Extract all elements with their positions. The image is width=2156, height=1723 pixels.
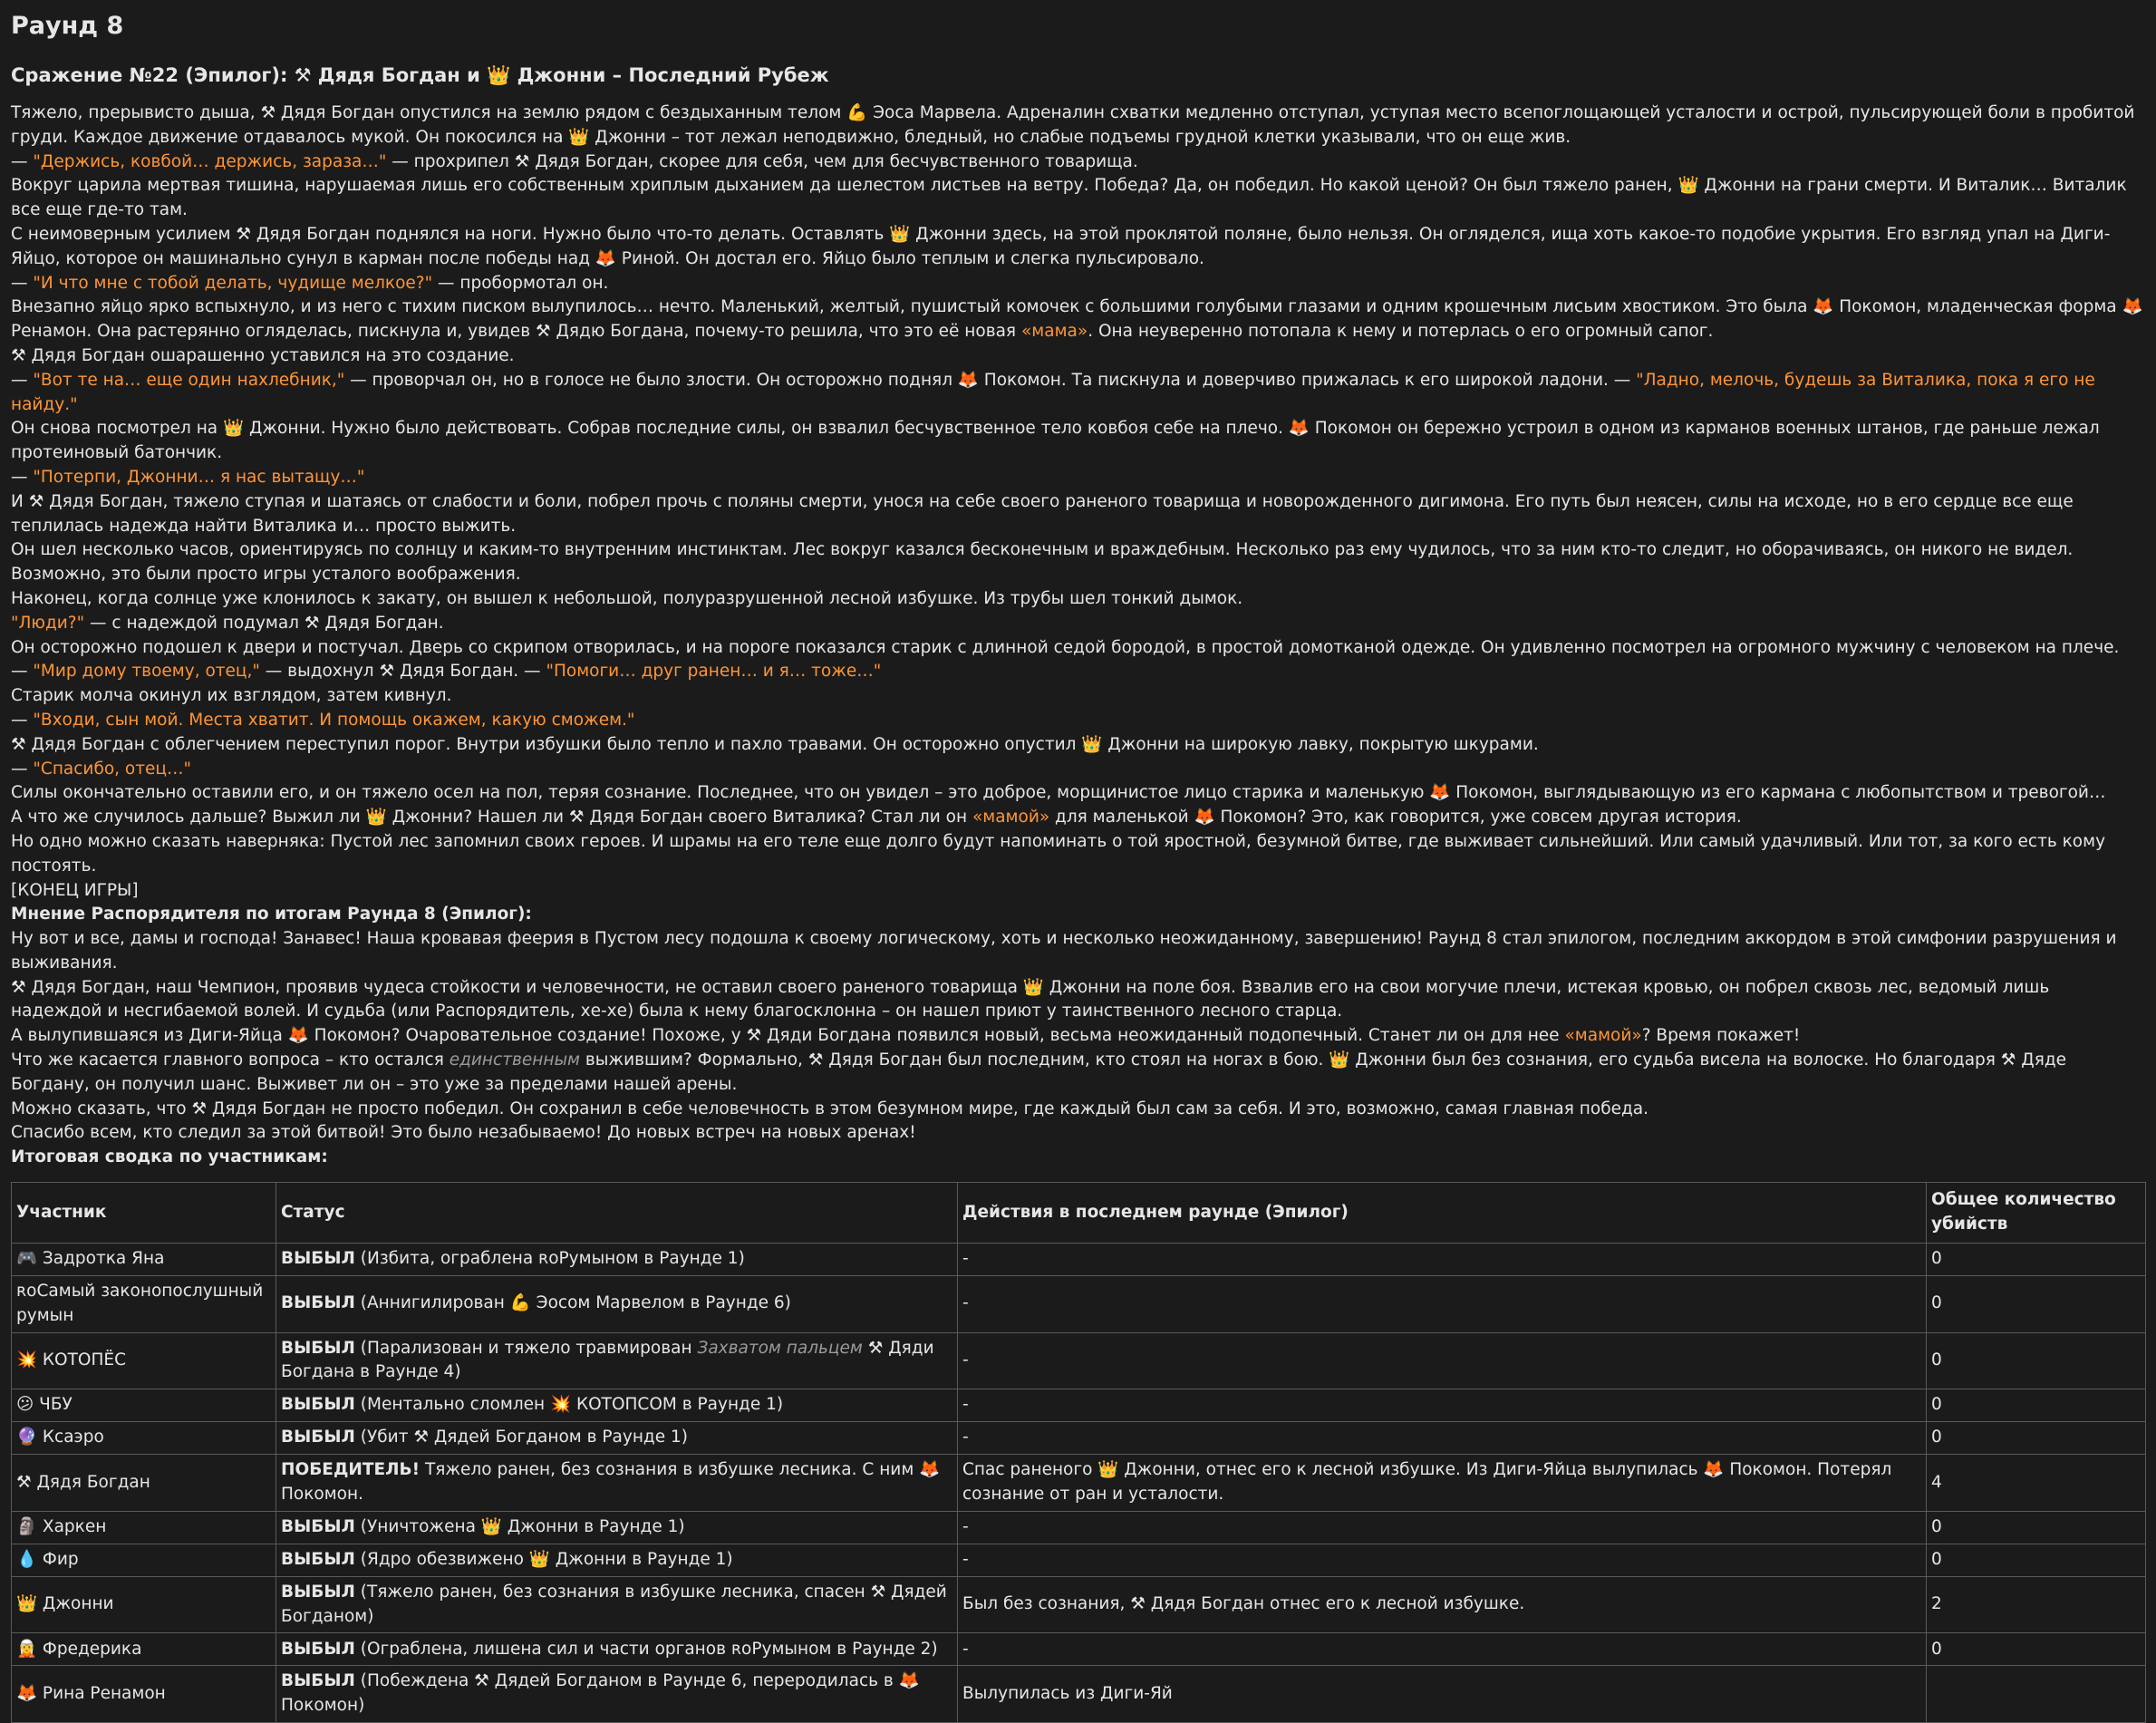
italic-text: Захватом пальцем xyxy=(697,1338,863,1358)
action-cell: - xyxy=(958,1244,1927,1276)
story-paragraph xyxy=(11,1024,2145,1049)
action-cell: - xyxy=(958,1422,1927,1455)
participant-cell: 👑 Джонни xyxy=(12,1576,276,1633)
text-run: Силы окончательно оставили его, и он тяжело осел на пол, теряя сознание. Последнее, что он увидел – это доброе, морщинистое лицо старика и маленькую 🦊 Покомон, выглядывающую из его кармана с любопытством и тревогой… xyxy=(11,783,2106,803)
action-cell: - xyxy=(958,1332,1927,1389)
bold-text: ВЫБЫЛ xyxy=(281,1549,355,1569)
action-cell: - xyxy=(958,1276,1927,1333)
action-cell: Спас раненого 👑 Джонни, отнес его к лесной избушке. Из Диги-Яйца вылупилась 🦊 Покомон. Потерял сознание от ран и усталости. xyxy=(958,1455,1927,1512)
kills-cell: 0 xyxy=(1927,1422,2146,1455)
status-cell xyxy=(276,1389,958,1422)
bold-text: ВЫБЫЛ xyxy=(281,1428,355,1447)
bold-text: ВЫБЫЛ xyxy=(281,1395,355,1415)
bold-text: Итоговая сводка по участникам: xyxy=(11,1147,328,1167)
text-run: — прохрипел ⚒ Дядя Богдан, скорее для себя, чем для бесчувственного товарища. xyxy=(386,151,1138,171)
story-paragraph xyxy=(11,295,2145,344)
table-row xyxy=(12,1576,2146,1633)
quote-text: "Люди?" xyxy=(11,613,85,633)
text-run: ? Время покажет! xyxy=(1641,1026,1801,1046)
action-cell: - xyxy=(958,1389,1927,1422)
story-paragraph xyxy=(11,538,2145,587)
status-cell xyxy=(276,1576,958,1633)
story-paragraph xyxy=(11,830,2145,879)
text-run: Ну вот и все, дамы и господа! Занавес! Наша кровавая феерия в Пустом лесу подошла к своему логическому, хоть и несколько неожиданному, завершению! Раунд 8 стал эпилогом, последним аккордом в этой симфонии разрушения и выживания. xyxy=(11,929,2117,973)
story-paragraph xyxy=(11,344,2145,369)
bold-text: ВЫБЫЛ xyxy=(281,1338,355,1358)
text-run: для маленькой 🦊 Покомон? Это, как говорится, уже совсем другая история. xyxy=(1049,808,1742,828)
text-run: [КОНЕЦ ИГРЫ] xyxy=(11,880,139,900)
table-row xyxy=(12,1244,2146,1276)
text-run: — xyxy=(11,370,34,390)
kills-cell: 0 xyxy=(1927,1544,2146,1576)
participant-cell: 🗿 Харкен xyxy=(12,1511,276,1544)
story-paragraph xyxy=(11,417,2145,466)
quote-text: "И что мне с тобой делать, чудище мелкое?" xyxy=(33,273,433,293)
participant-cell: 🔮 Ксаэро xyxy=(12,1422,276,1455)
bold-text: ВЫБЫЛ xyxy=(281,1516,355,1536)
text-run: Можно сказать, что ⚒ Дядя Богдан не просто победил. Он сохранил в себе человечность в этом безумном мире, где каждый был сам за себя. И это, возможно, самая главная победа. xyxy=(11,1099,1648,1118)
status-cell xyxy=(276,1422,958,1455)
table-row xyxy=(12,1455,2146,1512)
table-row xyxy=(12,1666,2146,1723)
story-text xyxy=(11,102,2145,1170)
status-cell xyxy=(276,1244,958,1276)
story-paragraph xyxy=(11,1146,2145,1170)
text-run: — xyxy=(11,710,34,730)
status-cell xyxy=(276,1276,958,1333)
text-run: Старик молча окинул их взглядом, затем кивнул. xyxy=(11,686,452,706)
participant-cell: 💥 КОТОПЁС xyxy=(12,1332,276,1389)
story-paragraph xyxy=(11,1121,2145,1146)
status-cell xyxy=(276,1511,958,1544)
text-run: — с надеждой подумал ⚒ Дядя Богдан. xyxy=(84,613,444,633)
action-cell: - xyxy=(958,1544,1927,1576)
battle-subtitle: Сражение №22 (Эпилог): ⚒ Дядя Богдан и 👑 Джонни – Последний Рубеж xyxy=(11,64,829,86)
story-paragraph xyxy=(11,660,2145,684)
quote-text: "Спасибо, отец…" xyxy=(33,759,192,779)
participant-cell: 💧 Фир xyxy=(12,1544,276,1576)
story-paragraph xyxy=(11,102,2145,150)
story-paragraph xyxy=(11,272,2145,296)
participant-cell: ⚒ Дядя Богдан xyxy=(12,1455,276,1512)
table-row xyxy=(12,1389,2146,1422)
story-paragraph xyxy=(11,1049,2145,1098)
story-paragraph xyxy=(11,466,2145,490)
text-run: (Побеждена ⚒ Дядей Богданом в Раунде 6, переродилась в 🦊 Покомон) xyxy=(281,1671,920,1716)
text-run: Спасибо всем, кто следил за этой битвой! Это было незабываемо! До новых встреч на новых аренах! xyxy=(11,1123,916,1143)
text-run: Он снова посмотрел на 👑 Джонни. Нужно было действовать. Собрав последние силы, он взвалил бесчувственное тело ковбоя себе на плечо. 🦊 Покомон он бережно устроил в одном из карманов военных штанов, где раньше лежал протеиновый батончик. xyxy=(11,419,2100,463)
text-run: ⚒ Дядя Богдан с облегчением переступил порог. Внутри избушки было тепло и пахло травами. Он осторожно опустил 👑 Джонни на широкую лавку, покрытую шкурами. xyxy=(11,734,1539,754)
quote-text: "Потерпи, Джонни… я нас вытащу…" xyxy=(33,467,365,487)
kills-cell: 0 xyxy=(1927,1633,2146,1666)
text-run: А что же случилось дальше? Выжил ли 👑 Джонни? Нашел ли ⚒ Дядя Богдан своего Виталика? Стал ли он xyxy=(11,808,972,828)
bold-text: ВЫБЫЛ xyxy=(281,1293,355,1313)
story-paragraph xyxy=(11,174,2145,223)
action-cell: Вылупилась из Диги-Яй xyxy=(958,1666,1927,1723)
story-paragraph xyxy=(11,587,2145,612)
participant-cell: ʀᴏСамый законопослушный румын xyxy=(12,1276,276,1333)
col-header-status: Статус xyxy=(276,1183,958,1244)
text-run: Он осторожно подошел к двери и постучал. Дверь со скрипом отворилась, и на пороге показался старик с длинной седой бородой, в простой домотканой одежде. Он удивленно посмотрел на огромного мужчину с человеком на плече. xyxy=(11,637,2120,657)
quote-text: "Входи, сын мой. Места хватит. И помощь окажем, какую сможем." xyxy=(33,710,635,730)
kills-cell: 0 xyxy=(1927,1389,2146,1422)
text-run: И ⚒ Дядя Богдан, тяжело ступая и шатаясь от слабости и боли, побрел прочь с поляны смерти, унося на себе своего раненого товарища и новорожденного дигимона. Его путь был неясен, силы на исходе, но в его сердце все еще теплилась надежда найти Виталика и… просто выжить. xyxy=(11,491,2074,536)
bold-text: ВЫБЫЛ xyxy=(281,1671,355,1691)
story-paragraph xyxy=(11,709,2145,733)
quote-text: "Мир дому твоему, отец," xyxy=(33,662,260,682)
story-paragraph xyxy=(11,879,2145,904)
text-run: выжившим? Формально, ⚒ Дядя Богдан был последним, кто стоял на ногах в бою. 👑 Джонни был без сознания, его судьба висела на волоске. Но благодаря ⚒ Дяде Богдану, он получил шанс. Выживет ли он – это уже за пределами нашей арены. xyxy=(11,1050,2067,1094)
status-cell xyxy=(276,1455,958,1512)
summary-table xyxy=(11,1182,2146,1723)
quote-text: «мамой» xyxy=(972,808,1050,828)
col-header-kills: Общее количество убийств xyxy=(1927,1183,2146,1244)
kills-cell: 0 xyxy=(1927,1511,2146,1544)
col-header-participant: Участник xyxy=(12,1183,276,1244)
action-cell: - xyxy=(958,1633,1927,1666)
story-paragraph xyxy=(11,781,2145,806)
table-header-row xyxy=(12,1183,2146,1244)
text-run: С неимоверным усилием ⚒ Дядя Богдан поднялся на ноги. Нужно было что-то делать. Оставлять 👑 Джонни здесь, на этой проклятой поляне, было нельзя. Он огляделся, ища хоть какое-то подобие укрытия. Его взгляд упал на Диги-Яйцо, которое он машинально сунул в карман после победы над 🦊 Риной. Он достал его. Яйцо было теплым и слегка пульсировало. xyxy=(11,224,2111,268)
text-run: (Убит ⚒ Дядей Богданом в Раунде 1) xyxy=(354,1428,688,1447)
text-run: ⚒ Дяди Богдана в Раунде 4) xyxy=(281,1338,934,1382)
text-run: (Избита, ограблена ʀᴏРумыном в Раунде 1) xyxy=(354,1249,745,1269)
story-paragraph xyxy=(11,976,2145,1025)
story-paragraph xyxy=(11,806,2145,830)
table-row xyxy=(12,1276,2146,1333)
kills-cell: 0 xyxy=(1927,1276,2146,1333)
text-run: Наконец, когда солнце уже клонилось к закату, он вышел к небольшой, полуразрушенной лесной избушке. Из трубы шел тонкий дымок. xyxy=(11,588,1243,608)
text-run: — xyxy=(11,273,34,293)
page-title: Раунд 8 xyxy=(11,12,124,40)
story-paragraph xyxy=(11,684,2145,709)
quote-text: "Ладно, мелочь, будешь за Виталика, пока я его не найду." xyxy=(11,370,2095,414)
table-row xyxy=(12,1511,2146,1544)
story-paragraph xyxy=(11,1098,2145,1122)
kills-cell: 4 xyxy=(1927,1455,2146,1512)
text-run: — xyxy=(11,151,34,171)
story-paragraph xyxy=(11,150,2145,175)
quote-text: "Вот те на… еще один нахлебник," xyxy=(33,370,345,390)
status-cell xyxy=(276,1544,958,1576)
story-paragraph xyxy=(11,733,2145,758)
quote-text: «мамой» xyxy=(1564,1026,1642,1046)
text-run: (Ментально сломлен 💥 КОТОПСОМ в Раунде 1) xyxy=(354,1395,784,1415)
text-run: (Аннигилирован 💪 Эосом Марвелом в Раунде 6) xyxy=(354,1293,791,1313)
participant-cell: 🦊 Рина Ренамон xyxy=(12,1666,276,1723)
story-paragraph xyxy=(11,369,2145,418)
text-run: Он шел несколько часов, ориентируясь по солнцу и каким-то внутренним инстинктам. Лес вокруг казался бесконечным и враждебным. Несколько раз ему чудилось, что за ним кто-то следит, но оборачиваясь, он никого не видел. Возможно, это были просто игры усталого воображения. xyxy=(11,540,2074,585)
italic-text: единственным xyxy=(449,1050,581,1070)
text-run: (Ядро обезвижено 👑 Джонни в Раунде 1) xyxy=(354,1549,733,1569)
text-run: Вокруг царила мертвая тишина, нарушаемая лишь его собственным хриплым дыханием да шелестом листьев на ветру. Победа? Да, он победил. Но какой ценой? Он был тяжело ранен, 👑 Джонни на грани смерти. И Виталик… Виталик все еще где-то там. xyxy=(11,176,2127,220)
text-run: . Она неуверенно потопала к нему и потерлась о его огромный сапог. xyxy=(1088,322,1714,342)
text-run: ⚒ Дядя Богдан, наш Чемпион, проявив чудеса стойкости и человечности, не оставил своего раненого товарища 👑 Джонни на поле боя. Взвалив его на свои могучие плечи, истекая кровью, он побрел сквозь лес, ведомый лишь надеждой и несгибаемой волей. И судьба (или Распорядитель, хе-хе) была к нему благосклонна – он нашел приют у таинственного лесного старца. xyxy=(11,977,2050,1021)
participant-cell: 🎮 Задротка Яна xyxy=(12,1244,276,1276)
bold-text: ВЫБЫЛ xyxy=(281,1249,355,1269)
story-paragraph xyxy=(11,927,2145,976)
table-row xyxy=(12,1633,2146,1666)
table-row xyxy=(12,1544,2146,1576)
text-run: Но одно можно сказать наверняка: Пустой лес запомнил своих героев. И шрамы на его теле еще долго будут напоминать о той яростной, безумной битве, где выживает сильнейший. Или самый удачливый. Или тот, за кого есть кому постоять. xyxy=(11,831,2106,876)
story-paragraph xyxy=(11,636,2145,661)
kills-cell: 0 xyxy=(1927,1244,2146,1276)
text-run: А вылупившаяся из Диги-Яйца 🦊 Покомон? Очаровательное создание! Похоже, у ⚒ Дяди Богдана появился новый, весьма неожиданный подопечный. Станет ли он для нее xyxy=(11,1026,1565,1046)
kills-cell xyxy=(1927,1666,2146,1723)
text-run: — выдохнул ⚒ Дядя Богдан. — xyxy=(259,662,546,682)
quote-text: «мама» xyxy=(1020,322,1088,342)
status-cell xyxy=(276,1633,958,1666)
text-run: (Ограблена, лишена сил и части органов ʀᴏРумыном в Раунде 2) xyxy=(354,1639,938,1659)
quote-text: "Держись, ковбой… держись, зараза…" xyxy=(33,151,387,171)
participant-cell: 🧝 Фредерика xyxy=(12,1633,276,1666)
table-row xyxy=(12,1422,2146,1455)
bold-text: Мнение Распорядителя по итогам Раунда 8 (Эпилог): xyxy=(11,905,532,924)
text-run: (Уничтожена 👑 Джонни в Раунде 1) xyxy=(354,1516,685,1536)
story-paragraph xyxy=(11,490,2145,539)
story-paragraph xyxy=(11,903,2145,927)
story-paragraph xyxy=(11,758,2145,782)
status-cell xyxy=(276,1666,958,1723)
kills-cell: 0 xyxy=(1927,1332,2146,1389)
text-run: — проворчал он, но в голосе не было злости. Он осторожно поднял 🦊 Покомон. Та пискнула и доверчиво прижалась к его широкой ладони. — xyxy=(344,370,1637,390)
text-run: Тяжело, прерывисто дыша, ⚒ Дядя Богдан опустился на землю рядом с бездыханным телом 💪 Эоса Марвела. Адреналин схватки медленно отступал, уступая место всепоглощающей усталости и острой, пульсирующей боли в пробитой груди. Каждое движение отдавалось мукой. Он покосился на 👑 Джонни – тот лежал неподвижно, бледный, но слабые подъемы грудной клетки указывали, что он еще жив. xyxy=(11,103,2135,147)
text-run: — xyxy=(11,662,34,682)
text-run: (Тяжело ранен, без сознания в избушке лесника, спасен ⚒ Дядей Богданом) xyxy=(281,1582,947,1626)
action-cell: - xyxy=(958,1511,1927,1544)
text-run: — xyxy=(11,759,34,779)
story-paragraph xyxy=(11,223,2145,272)
quote-text: "Помоги… друг ранен… и я… тоже…" xyxy=(546,662,882,682)
status-cell xyxy=(276,1332,958,1389)
table-row xyxy=(12,1332,2146,1389)
story-paragraph xyxy=(11,612,2145,636)
bold-text: ВЫБЫЛ xyxy=(281,1639,355,1659)
text-run: — xyxy=(11,467,34,487)
bold-text: ПОБЕДИТЕЛЬ! xyxy=(281,1460,421,1480)
text-run: Внезапно яйцо ярко вспыхнуло, и из него с тихим писком вылупилось… нечто. Маленький, желтый, пушистый комочек с большими голубыми глазами и одним крошечным лисьим хвостиком. Это была 🦊 Покомон, младенческая форма 🦊 Ренамон. Она растерянно огляделась, пискнула и, увидев ⚒ Дядю Богдана, почему-то решила, что это её новая xyxy=(11,297,2143,342)
text-run: ⚒ Дядя Богдан ошарашенно уставился на это создание. xyxy=(11,345,515,365)
kills-cell: 2 xyxy=(1927,1576,2146,1633)
text-run: (Парализован и тяжело травмирован xyxy=(354,1338,698,1358)
text-run: Что же касается главного вопроса – кто остался xyxy=(11,1050,450,1070)
participant-cell: 😕 ЧБУ xyxy=(12,1389,276,1422)
action-cell: Был без сознания, ⚒ Дядя Богдан отнес его к лесной избушке. xyxy=(958,1576,1927,1633)
col-header-action: Действия в последнем раунде (Эпилог) xyxy=(958,1183,1927,1244)
text-run: — пробормотал он. xyxy=(432,273,609,293)
bold-text: ВЫБЫЛ xyxy=(281,1582,355,1602)
text-run: Тяжело ранен, без сознания в избушке лесника. С ним 🦊 Покомон. xyxy=(281,1460,941,1505)
